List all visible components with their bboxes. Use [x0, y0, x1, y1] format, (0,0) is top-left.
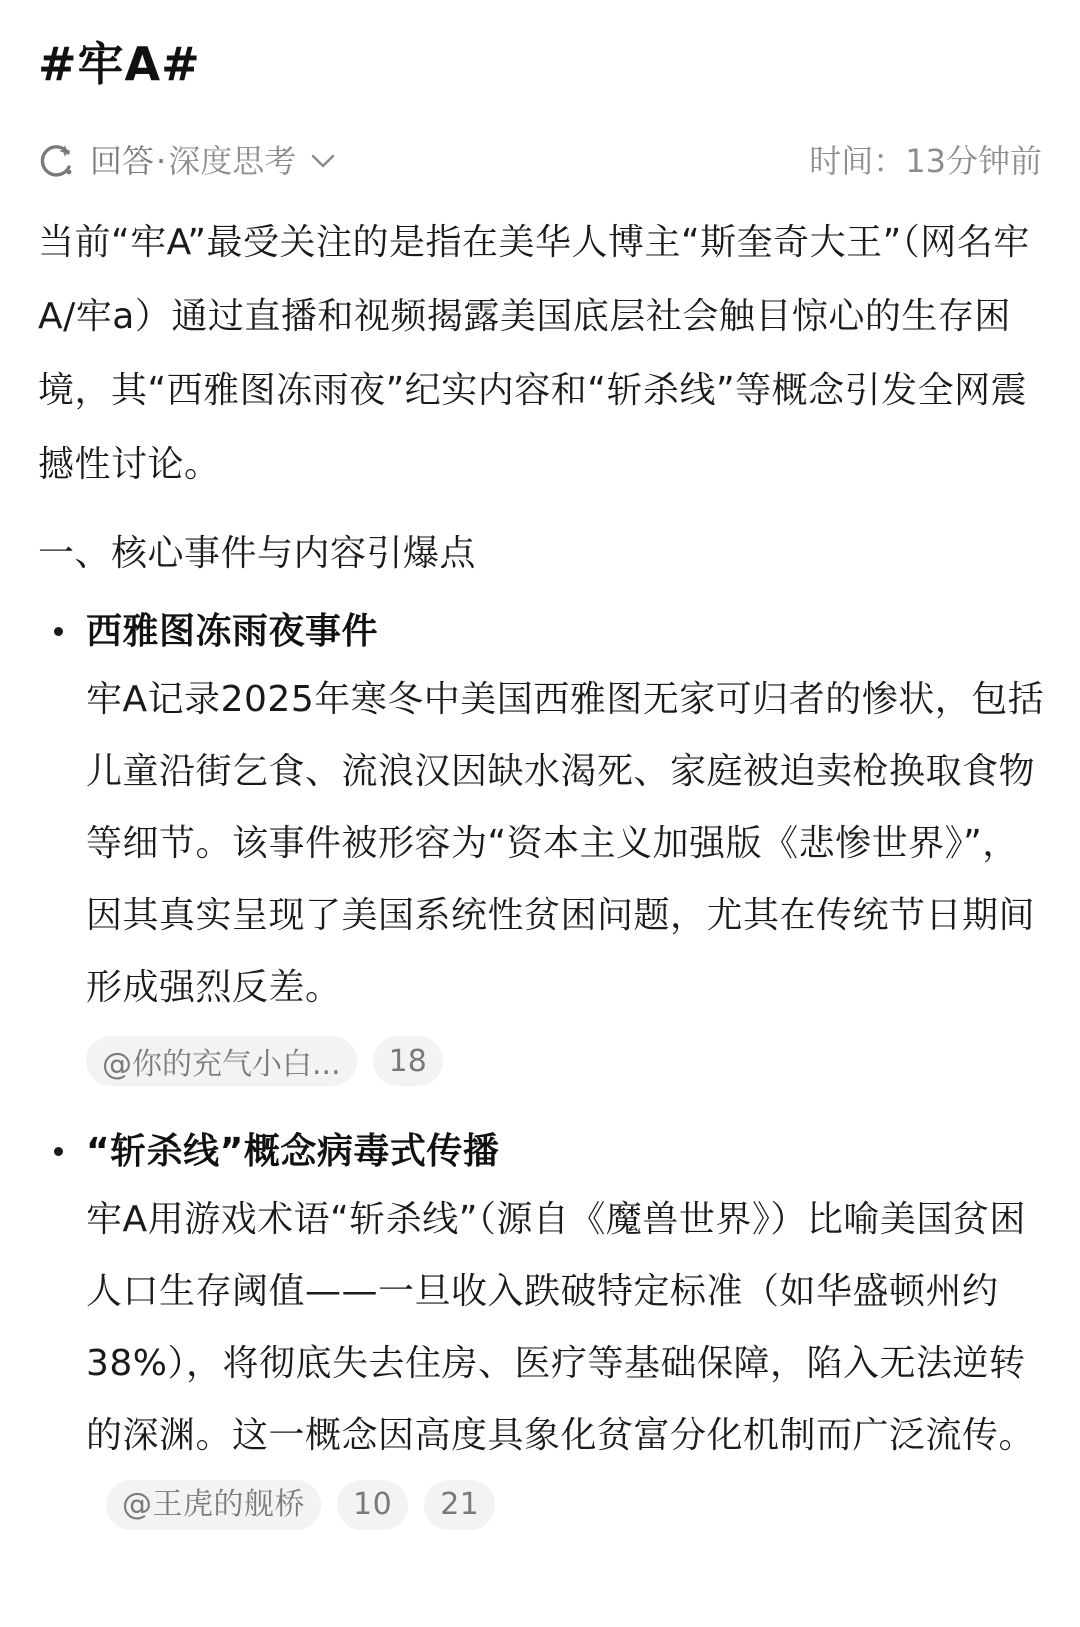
reference-row — [86, 1036, 1048, 1086]
item-body — [86, 1184, 1048, 1544]
reference-source-chip[interactable]: @你的充气小白... — [86, 1036, 357, 1086]
answer-separator: · — [156, 142, 167, 180]
chevron-down-icon[interactable] — [308, 146, 338, 176]
list-item — [38, 600, 1048, 1086]
answer-content — [38, 206, 1048, 1544]
reference-count-chip[interactable]: 18 — [373, 1036, 443, 1086]
list-item — [38, 1120, 1048, 1544]
reference-source-chip[interactable]: @王虎的舰桥 — [106, 1480, 321, 1530]
thinking-mode-label: 深度思考 — [168, 142, 297, 180]
intro-paragraph: 当前“牢A”最受关注的是指在美华人博主“斯奎奇大王”（网名牢A/牢a）通过直播和视频揭露美国底层社会触目惊心的生存困境，其“西雅图冻雨夜”纪实内容和“斩杀线”等概念引发全网震撼性讨论。 — [38, 222, 1030, 485]
answer-mode-toggle[interactable] — [38, 141, 338, 181]
item-title: 西雅图冻雨夜事件 — [86, 611, 379, 652]
answer-timestamp: 时间：13分钟前 — [809, 142, 1042, 180]
item-body-text: 牢A用游戏术语“斩杀线”（源自《魔兽世界》）比喻美国贫困人口生存阈值——一旦收入跌破特定标准（如华盛顿州约38%），将彻底失去住房、医疗等基础保障，陷入无法逆转的深渊。这一概念因高度具象化贫富分化机制而广泛流传。 — [86, 1199, 1036, 1456]
sparkle-search-icon — [38, 141, 78, 181]
answer-label: 回答 — [90, 142, 155, 180]
bullet-dot — [54, 627, 63, 636]
reference-count-chip[interactable]: 10 — [337, 1480, 408, 1530]
reference-count-chip-2[interactable]: 21 — [424, 1480, 495, 1530]
section-heading: 一、核心事件与内容引爆点 — [38, 533, 477, 574]
item-body: 牢A记录2025年寒冬中美国西雅图无家可归者的惨状，包括儿童沿街乞食、流浪汉因缺水渴死、家庭被迫卖枪换取食物等细节。该事件被形容为“资本主义加强版《悲惨世界》”，因其真实呈现了美国系统性贫困问题，尤其在传统节日期间形成强烈反差。 — [86, 679, 1045, 1008]
item-title: “斩杀线”概念病毒式传播 — [86, 1131, 500, 1172]
answer-header — [38, 136, 1042, 186]
bullet-dot — [54, 1147, 63, 1156]
topic-title[interactable]: #牢A# — [38, 37, 201, 91]
